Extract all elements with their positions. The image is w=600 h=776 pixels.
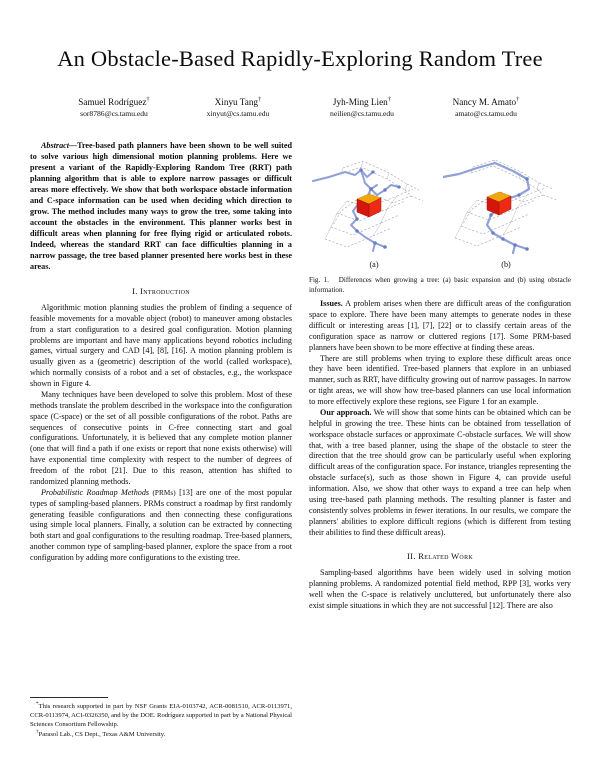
author-entry	[424, 96, 548, 119]
footnote-affiliation-text: Parasol Lab., CS Dept., Texas A&M University.	[38, 731, 166, 739]
figure-1-label-a: (a)	[369, 260, 379, 270]
prm-term: Probabilistic Roadmap Methods	[41, 487, 150, 497]
issues-paragraph	[309, 299, 571, 353]
author-affiliation-mark: †	[516, 95, 520, 103]
author-name	[424, 96, 548, 108]
abstract-paragraph	[30, 141, 292, 273]
author-name-text: Nancy M. Amato	[452, 96, 517, 107]
section-numeral: II.	[407, 551, 416, 562]
footnote-funding	[30, 701, 292, 729]
page-title: An Obstacle-Based Rapidly-Exploring Random Tree	[57, 46, 543, 71]
intro-paragraph-2: Many techniques have been developed to solve this problem. Most of these methods translate the problem described in the workspace into the configuration space (C-space) or the set of all possible configurations of the robot. Paths are sequences of consecutive points in C-free connecting start and goal configurations. Unfortunately, it is believed that any complete motion planner (one that will find a path if one exists or report that none exists otherwise) will have exponential time complexity with respect to the number of degrees of freedom of the robot [21]. Due to this reason, attention has shifted to randomized planning methods.	[30, 389, 292, 486]
approach-paragraph	[309, 408, 571, 539]
footnote-mark: †	[36, 729, 39, 736]
author-name-text: Samuel Rodríguez	[78, 96, 147, 107]
footnote-mark: *	[36, 701, 39, 708]
issues-label: Issues.	[320, 299, 343, 309]
author-affiliation-mark: †	[258, 95, 262, 103]
prm-abbrev: (PRMs)	[152, 488, 176, 497]
figure-1	[309, 141, 571, 295]
abstract-text: Tree-based path planners have been shown to be well suited to solve various high dimensional motion planning problems. Here we present a variant of the Rapidly-Exploring Random Tree (RRT) path planning algorithm that is able to explore narrow passages or difficult areas more effectively. We show that both workspace obstacle information and C-space information can be used when deciding which direction to grow. The method includes many ways to grow the tree, some taking into account the obstacles in the environment. This planner works best in difficult areas when planning for free flying rigid or articulated robots. Indeed, whereas the standard RRT can face difficulties planning in a narrow passage, the tree based planner presented here works best in these areas.	[30, 141, 292, 272]
author-name	[300, 96, 424, 108]
footnote-rule	[30, 697, 108, 698]
rrt-tree-obstacle-information-illustration	[443, 141, 569, 259]
figure-1-caption-text: Differences when growing a tree: (a) basic expansion and (b) using obstacle information.	[309, 276, 571, 294]
section-heading-introduction	[30, 286, 292, 296]
author-name-text: Jyh-Ming Lien	[332, 96, 388, 107]
figure-1-image-b	[443, 141, 569, 259]
body-columns	[0, 119, 600, 612]
author-name-text: Xinyu Tang	[214, 96, 259, 107]
problems-paragraph: There are still problems when trying to explore these difficult areas once they have been identified. Tree-based planners that explore in an unbiased manner, such as RRT, have difficulty growing out of narrow passages. In narrow or tight areas, we will show how tree-based planners can use local information to more effectively explore these regions, see Figure 1 for an example.	[309, 353, 571, 407]
author-entry	[52, 96, 176, 119]
related-work-paragraph: Sampling-based algorithms have been widely used in solving motion planning problems. A randomized potential field method, RPP [3], works very well when the C-space is relatively uncluttered, but unfortunately there also exist simple situations in which they are not successful [12]. There are also	[309, 568, 571, 611]
author-email: xinyut@cs.tamu.edu	[206, 109, 270, 119]
footnote-affiliation	[30, 729, 292, 740]
intro-paragraph-1: Algorithmic motion planning studies the problem of finding a sequence of feasible movements for a movable object (robot) to maneuver among obstacles from a start configuration to a desired goal configuration. Motion planning problems are important and have many applications beyond robotics including games, virtual surgery and CAD [4], [8], [16]. A motion planning problem is usually given as a (geometric) description of the world (called workspace), which normally consists of a robot and a set of obstacles, e.g., the workspace shown in Figure 4.	[30, 302, 292, 389]
figure-1-label-b: (b)	[501, 260, 511, 270]
abstract-label: Abstract—	[41, 141, 78, 151]
author-list	[0, 72, 600, 119]
author-email: amato@cs.tamu.edu	[455, 109, 517, 119]
section-heading-related-work	[309, 551, 571, 561]
approach-text: We will show that some hints can be obtained which can be helpful in growing the tree. These hints can be obtained from tessellation of workspace obstacle surfaces or approximate C-obstacle surfaces. We will show that, with a tree based planner, using the shape of the obstacle to steer the direction that the tree should grow can be particularly useful when exploring difficult areas of the configuration space. For instance, triangles representing the obstacle surface(s), such as those shown in Figure 4, can provide useful information. Also, we show that other ways to expand a tree can help when using tree-based path planning methods. The resulting planner is faster and consistently solves problems in fewer iterations. In our results, we compare the planners' abilities to explore difficult regions (which is different from testing their abilities to find these difficult areas).	[309, 407, 571, 537]
footnote-funding-text: This research supported in part by NSF Grants EIA-0103742, ACR-0081510, ACR-0113971, CCR-0113974, ACI-0326350, and by the DOE. Rodríguez supported in part by a National Physical Sciences Consortium Fellowship.	[30, 703, 293, 728]
figure-1-panels	[309, 141, 571, 269]
author-affiliation-mark: †	[387, 95, 392, 103]
left-column	[30, 141, 292, 612]
footnote-area	[30, 697, 292, 740]
author-affiliation-mark: †	[146, 95, 150, 103]
right-column	[309, 141, 571, 612]
title-block	[0, 0, 600, 72]
section-numeral: I.	[132, 285, 138, 296]
author-name	[52, 96, 176, 108]
figure-1-number: Fig. 1.	[309, 276, 329, 285]
approach-label: Our approach.	[320, 407, 372, 417]
prm-text: [13] are one of the most popular types of sampling-based planners. PRMs construct a roadmap by first randomly generating feasible configurations and then connecting these configurations using simple local planners. Finally, a solution can be extracted by connecting both start and goal configurations to the resulting roadmap. Tree-based planners, another common type of sampling-based planner, explore the space from a root configuration by adding more configurations to the existing tree.	[30, 487, 292, 563]
section-title: Introduction	[140, 285, 190, 296]
section-title: Related Work	[418, 551, 473, 562]
figure-1-panel-a	[311, 141, 437, 269]
author-entry	[300, 96, 424, 119]
figure-1-caption	[309, 276, 571, 295]
author-name	[176, 96, 300, 108]
figure-1-image-a	[311, 141, 437, 259]
rrt-tree-basic-expansion-illustration	[311, 141, 437, 259]
issues-text: A problem arises when there are difficult areas of the configuration space to explore. There have been many attempts to generate nodes in these difficult or interesting areas [1], [7], [22] or to classify certain areas of the configuration space as narrow or cluttered regions [17]. Some PRM-based planners have been shown to be more effective at finding these areas.	[309, 299, 571, 352]
author-email: sor8786@cs.tamu.edu	[80, 109, 148, 119]
prm-paragraph	[30, 488, 292, 564]
author-entry	[176, 96, 300, 119]
figure-1-panel-b	[443, 141, 569, 269]
author-email: neilien@cs.tamu.edu	[330, 109, 394, 119]
